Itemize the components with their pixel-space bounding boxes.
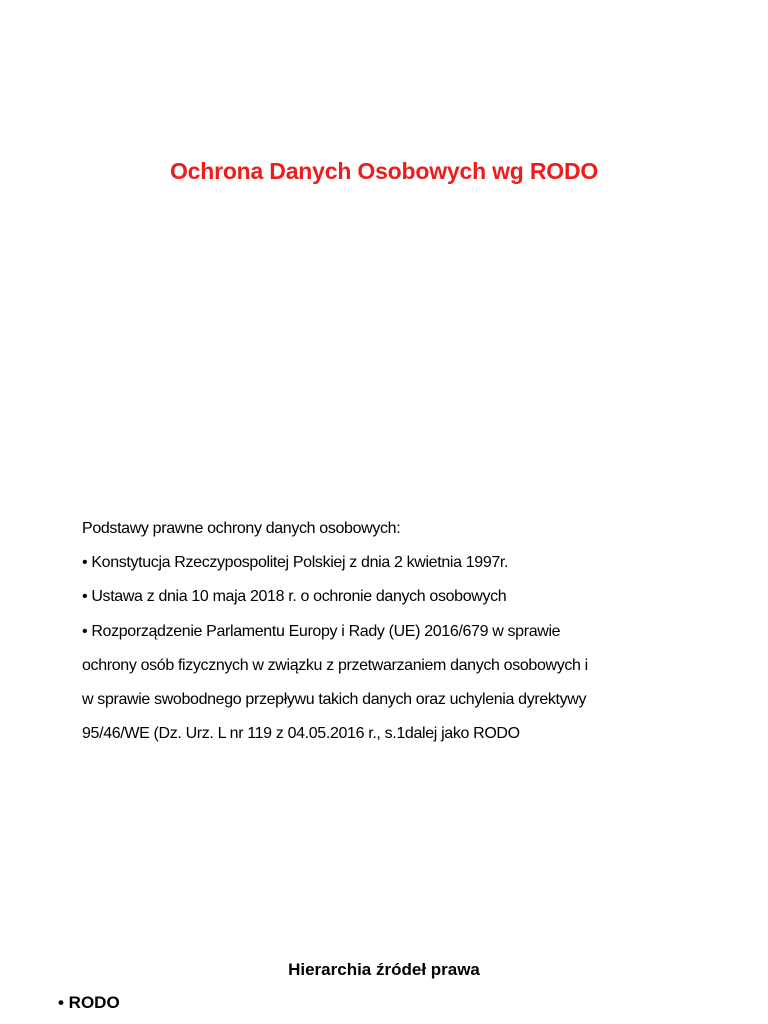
legal-basis-line-act: • Ustawa z dnia 10 maja 2018 r. o ochronie danych osobowych	[82, 588, 507, 606]
legal-basis-intro: Podstawy prawne ochrony danych osobowych:	[82, 520, 401, 537]
document-title: Ochrona Danych Osobowych wg RODO	[169, 158, 599, 184]
legal-basis-block	[82, 512, 722, 751]
section-bullet-rodo: • RODO	[58, 993, 120, 1012]
legal-basis-line-regulation-cont-3: 95/46/WE (Dz. Urz. L nr 119 z 04.05.2016 r., s.1dalej jako RODO	[82, 725, 520, 743]
legal-basis-line-regulation: • Rozporządzenie Parlamentu Europy i Rady (UE) 2016/679 w sprawie	[82, 622, 561, 640]
section-heading: Hierarchia źródeł prawa	[288, 960, 480, 979]
legal-basis-line-constitution: • Konstytucja Rzeczypospolitej Polskiej z dnia 2 kwietnia 1997r.	[82, 554, 509, 572]
legal-basis-line-regulation-cont-1: ochrony osób fizycznych w związku z przetwarzaniem danych osobowych i	[82, 656, 588, 674]
legal-basis-line-regulation-cont-2: w sprawie swobodnego przepływu takich danych oraz uchylenia dyrektywy	[82, 691, 587, 709]
